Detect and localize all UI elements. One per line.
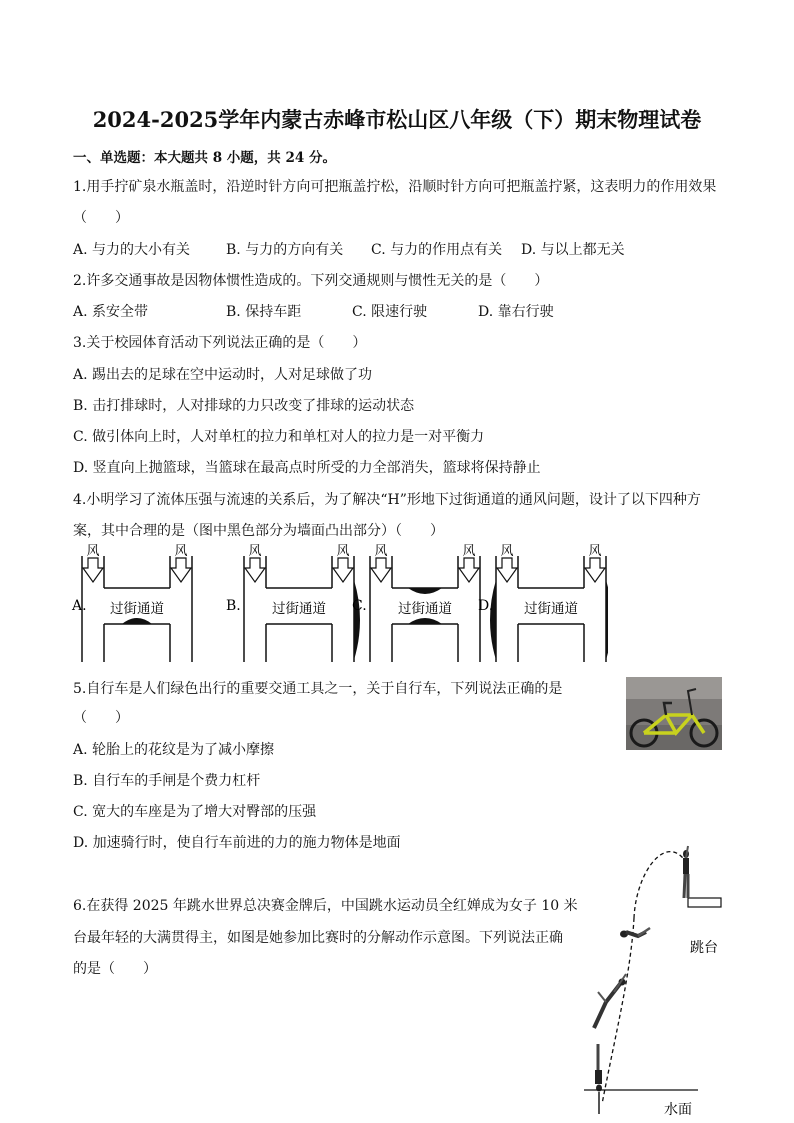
q4-b-passage-label: 过街通道 [272,601,326,617]
q4-figure-b[interactable] [244,544,360,662]
q5-option-c[interactable]: C. 宽大的车座是为了增大对臀部的压强 [73,804,317,820]
q4-figure-c[interactable] [370,544,480,662]
q1-stem-line2: （ ） [73,210,129,226]
q4-label-a: A. [72,598,87,614]
q5-stem-line2: （ ） [73,710,129,726]
bicycle-photo [626,677,722,750]
diver-extended [594,974,626,1028]
q4-b-wind-right-label: 风 [336,544,350,559]
q4-c-passage-label: 过街通道 [398,601,452,617]
q4-stem-line1: 4.小明学习了流体压强与流速的关系后，为了解决“H”形地下过街通道的通风问题，设计了以下四种方 [73,492,701,508]
q4-figure-a[interactable] [82,544,192,662]
q1-option-c[interactable]: C. 与力的作用点有关 [371,242,503,258]
q6-stem-line1: 6.在获得 2025 年跳水世界总决赛金牌后，中国跳水运动员全红婵成为女子 10 米 [73,898,578,914]
q3-option-b[interactable]: B. 击打排球时，人对排球的力只改变了排球的运动状态 [73,398,415,414]
q4-c-wall-bulge-bottom [408,618,442,624]
q4-c-wind-left-label: 风 [374,544,388,559]
q2-option-a[interactable]: A. 系安全带 [73,304,149,320]
water-label: 水面 [664,1102,692,1118]
q5-option-a[interactable]: A. 轮胎上的花纹是为了减小摩擦 [73,742,275,758]
section-heading: 一、单选题：本大题共 8 小题，共 24 分。 [73,150,336,166]
q4-a-passage-label: 过街通道 [110,601,164,617]
q4-b-wind-left-label: 风 [248,544,262,559]
diver-standing [683,846,689,898]
q4-d-wall-bulge-left [490,580,496,660]
q6-stem-line3: 的是（ ） [73,961,157,977]
q4-c-wall-bulge-top [408,588,442,594]
q4-b-wall-bulge [354,580,360,660]
q3-stem: 3.关于校园体育活动下列说法正确的是（ ） [73,335,367,351]
q4-d-passage-label: 过街通道 [524,601,578,617]
platform [688,898,721,907]
q1-stem-line1: 1.用手拧矿泉水瓶盖时，沿逆时针方向可把瓶盖拧松，沿顺时针方向可把瓶盖拧紧，这表明力的作用效果 [73,179,717,195]
q4-c-wind-right-label: 风 [462,544,476,559]
q2-option-c[interactable]: C. 限速行驶 [352,304,428,320]
trajectory-lower [602,918,634,1104]
diver-entering [595,1044,602,1114]
q2-option-d[interactable]: D. 靠右行驶 [478,304,554,320]
q1-option-a[interactable]: A. 与力的大小有关 [73,242,191,258]
q6-stem-line2: 台最年轻的大满贯得主，如图是她参加比赛时的分解动作示意图。下列说法正确 [73,930,563,946]
q4-label-b: B. [226,598,241,614]
diver-pike [620,928,650,938]
q3-option-a[interactable]: A. 踢出去的足球在空中运动时，人对足球做了功 [73,367,373,383]
q5-option-b[interactable]: B. 自行车的手闸是个费力杠杆 [73,773,261,789]
q1-option-d[interactable]: D. 与以上都无关 [521,242,625,258]
q4-d-wind-left-label: 风 [500,544,514,559]
q2-options [73,301,673,321]
q4-stem-line2: 案，其中合理的是（图中黑色部分为墙面凸出部分）（ ） [73,523,444,539]
q4-a-wind-left-label: 风 [86,544,100,559]
q4-figures [68,540,608,666]
platform-label: 跳台 [690,940,718,956]
q2-stem: 2.许多交通事故是因物体惯性造成的。下列交通规则与惯性无关的是（ ） [73,273,549,289]
q4-d-wind-right-label: 风 [588,544,602,559]
q4-label-d: D. [478,598,494,614]
q4-d-wall-bulge-right [606,580,608,660]
diving-diagram [576,842,736,1118]
q4-a-wall-bulge [122,618,152,624]
q5-stem-line1: 5.自行车是人们绿色出行的重要交通工具之一，关于自行车，下列说法正确的是 [73,681,563,697]
q4-a-wind-right-label: 风 [174,544,188,559]
q5-option-d[interactable]: D. 加速骑行时，使自行车前进的力的施力物体是地面 [73,835,401,851]
q1-options [73,239,673,259]
q2-option-b[interactable]: B. 保持车距 [226,304,302,320]
q3-option-c[interactable]: C. 做引体向上时，人对单杠的拉力和单杠对人的拉力是一对平衡力 [73,429,485,445]
page-title: 2024-2025学年内蒙古赤峰市松山区八年级（下）期末物理试卷 [92,107,702,132]
q4-figure-d[interactable] [490,544,608,662]
trajectory-upper [634,852,686,918]
q4-label-c: C. [352,598,367,614]
q1-option-b[interactable]: B. 与力的方向有关 [226,242,344,258]
q3-option-d[interactable]: D. 竖直向上抛篮球，当篮球在最高点时所受的力全部消失，篮球将保持静止 [73,460,541,476]
